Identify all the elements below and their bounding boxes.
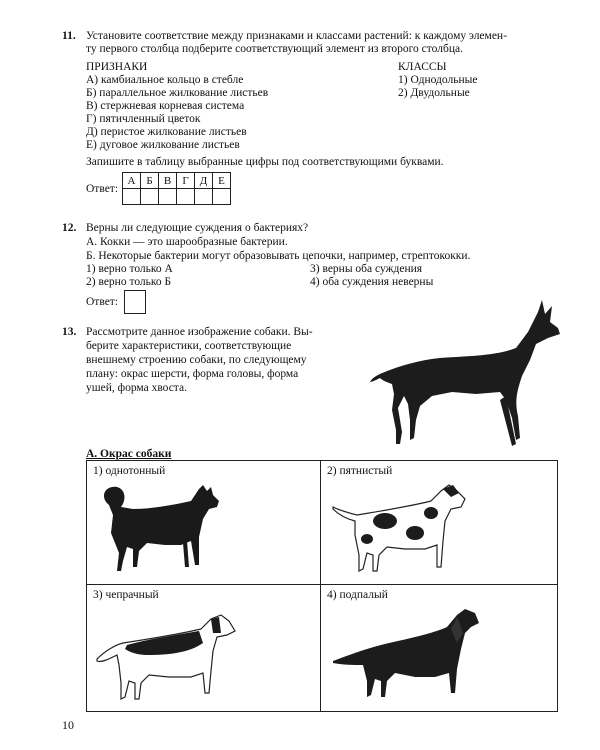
answer-header-a: А [123, 173, 141, 189]
q11-class-1: 1) Однодольные [398, 74, 478, 86]
coat-option-spotted-label: 2) пятнистый [327, 465, 393, 477]
main-dog-image [368, 296, 568, 456]
coat-option-saddle-label: 3) чепрачный [93, 589, 159, 601]
q12-statement-a: А. Кокки — это шарообразные бактерии. [86, 236, 288, 248]
q11-instruction: Запишите в таблицу выбранные цифры под соответствующими буквами. [86, 156, 444, 168]
answer-cell-g[interactable] [177, 189, 195, 205]
answer-cell-e[interactable] [213, 189, 231, 205]
q12-option-3: 3) верны оба суждения [310, 263, 423, 275]
q13-line-3: внешнему строению собаки, по следующему [86, 354, 307, 366]
saddle-dog-icon [93, 603, 243, 707]
coat-option-spotted [320, 460, 558, 586]
answer-cell-d[interactable] [195, 189, 213, 205]
spotted-dog-icon [327, 477, 487, 583]
q13-number: 13. [62, 326, 77, 338]
q11-feature-e: Е) дуговое жилкование листьев [86, 139, 240, 151]
page-number: 10 [62, 718, 74, 732]
q13-line-4: плану: окрас шерсти, форма головы, форма [86, 368, 299, 380]
coat-option-solid-label: 1) однотонный [93, 465, 166, 477]
q11-number: 11. [62, 30, 76, 42]
answer-header-d: Д [195, 173, 213, 189]
answer-header-b: Б [141, 173, 159, 189]
q11-text-line2: ту первого столбца подберите соответствующий элемент из второго столбца. [86, 43, 463, 55]
q13-section-title: А. Окрас собаки [86, 448, 172, 460]
coat-option-saddle [86, 584, 322, 712]
q12-option-1: 1) верно только А [86, 263, 173, 275]
q11-feature-a: А) камбиальное кольцо в стебле [86, 74, 244, 86]
q13-line-5: ушей, форма хвоста. [86, 382, 187, 394]
q12-statement-b: Б. Некоторые бактерии могут образовывать цепочки, например, стрептококки. [86, 250, 471, 262]
q11-feature-b: Б) параллельное жилкование листьев [86, 87, 269, 99]
answer-header-g: Г [177, 173, 195, 189]
answer-header-e: Е [213, 173, 231, 189]
q11-features-header: ПРИЗНАКИ [86, 61, 148, 73]
q12-answer-label: Ответ: [86, 296, 119, 308]
q12-question: Верны ли следующие суждения о бактериях? [86, 222, 309, 234]
coat-option-tan-label: 4) подпалый [327, 589, 388, 601]
q13-line-1: Рассмотрите данное изображение собаки. Вы- [86, 326, 313, 338]
answer-cell-a[interactable] [123, 189, 141, 205]
answer-header-v: В [159, 173, 177, 189]
q11-classes-header: КЛАССЫ [398, 61, 447, 73]
answer-cell-v[interactable] [159, 189, 177, 205]
q12-option-4: 4) оба суждения неверны [310, 276, 434, 288]
q11-feature-d: Д) перистое жилкование листьев [86, 126, 247, 138]
q11-feature-v: В) стержневая корневая система [86, 100, 245, 112]
q11-class-2: 2) Двудольные [398, 87, 470, 99]
q13-line-2: берите характеристики, соответствующие [86, 340, 292, 352]
coat-option-solid [86, 460, 322, 586]
q11-feature-g: Г) пятичленный цветок [86, 113, 201, 125]
solid-dog-icon [91, 479, 231, 583]
tan-dog-icon [329, 599, 489, 707]
q12-answer-box[interactable] [124, 290, 146, 314]
q11-text-line1: Установите соответствие между признаками и классами растений: к каждому элемен- [86, 30, 507, 42]
coat-option-tan [320, 584, 558, 712]
q12-number: 12. [62, 222, 77, 234]
q11-answer-label: Ответ: [86, 183, 119, 195]
q11-answer-table[interactable] [122, 172, 231, 205]
q12-option-2: 2) верно только Б [86, 276, 172, 288]
answer-cell-b[interactable] [141, 189, 159, 205]
